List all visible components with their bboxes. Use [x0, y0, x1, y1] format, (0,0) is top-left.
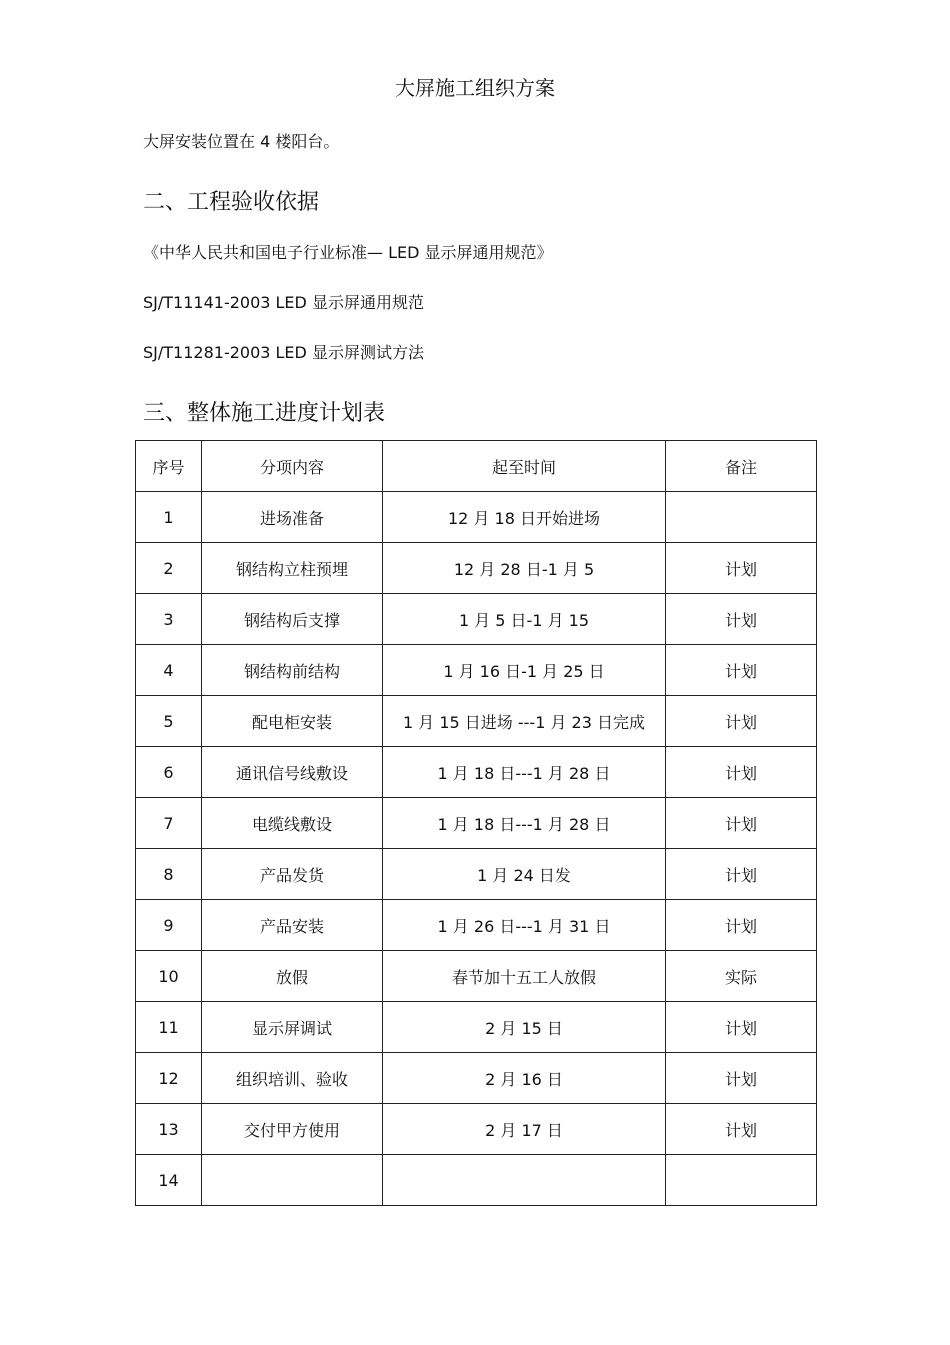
table-row	[136, 1155, 817, 1206]
cell-item: 钢结构后支撑	[202, 594, 383, 645]
cell-item: 组织培训、验收	[202, 1053, 383, 1104]
cell-remark: 计划	[666, 594, 817, 645]
cell-period: 2 月 17 日	[383, 1104, 666, 1155]
cell-remark: 计划	[666, 1002, 817, 1053]
cell-remark: 计划	[666, 747, 817, 798]
cell-remark: 计划	[666, 696, 817, 747]
cell-item: 钢结构前结构	[202, 645, 383, 696]
cell-index: 14	[136, 1155, 202, 1206]
document-title: 大屏施工组织方案	[395, 76, 555, 100]
cell-remark: 计划	[666, 798, 817, 849]
cell-period: 2 月 16 日	[383, 1053, 666, 1104]
cell-period: 1 月 18 日---1 月 28 日	[383, 747, 666, 798]
cell-index: 1	[136, 492, 202, 543]
table-row	[136, 900, 817, 951]
schedule-table	[135, 440, 817, 1206]
cell-period: 2 月 15 日	[383, 1002, 666, 1053]
cell-index: 10	[136, 951, 202, 1002]
cell-remark	[666, 492, 817, 543]
table-row	[136, 696, 817, 747]
table-row	[136, 1104, 817, 1155]
header-cell-item: 分项内容	[202, 441, 383, 492]
cell-remark: 计划	[666, 1104, 817, 1155]
cell-period: 1 月 26 日---1 月 31 日	[383, 900, 666, 951]
section-heading-schedule: 三、整体施工进度计划表	[143, 401, 386, 426]
cell-item: 产品安装	[202, 900, 383, 951]
header-cell-period: 起至时间	[383, 441, 666, 492]
cell-index: 6	[136, 747, 202, 798]
cell-period: 1 月 16 日-1 月 25 日	[383, 645, 666, 696]
table-row	[136, 849, 817, 900]
cell-item: 交付甲方使用	[202, 1104, 383, 1155]
cell-period: 春节加十五工人放假	[383, 951, 666, 1002]
table-row	[136, 594, 817, 645]
cell-index: 4	[136, 645, 202, 696]
cell-index: 12	[136, 1053, 202, 1104]
standard-item: 《中华人民共和国电子行业标准— LED 显示屏通用规范》	[143, 243, 553, 262]
cell-index: 5	[136, 696, 202, 747]
cell-remark: 实际	[666, 951, 817, 1002]
table-row	[136, 747, 817, 798]
cell-item: 进场准备	[202, 492, 383, 543]
cell-item: 通讯信号线敷设	[202, 747, 383, 798]
cell-period: 1 月 18 日---1 月 28 日	[383, 798, 666, 849]
cell-item: 钢结构立柱预埋	[202, 543, 383, 594]
cell-item	[202, 1155, 383, 1206]
cell-index: 9	[136, 900, 202, 951]
section-heading-acceptance-basis: 二、工程验收依据	[143, 190, 320, 215]
table-row	[136, 645, 817, 696]
header-cell-remark: 备注	[666, 441, 817, 492]
cell-remark: 计划	[666, 645, 817, 696]
cell-period: 1 月 24 日发	[383, 849, 666, 900]
cell-period: 1 月 5 日-1 月 15	[383, 594, 666, 645]
cell-index: 11	[136, 1002, 202, 1053]
cell-item: 显示屏调试	[202, 1002, 383, 1053]
cell-remark: 计划	[666, 849, 817, 900]
cell-index: 3	[136, 594, 202, 645]
cell-item: 放假	[202, 951, 383, 1002]
standard-item: SJ/T11141-2003 LED 显示屏通用规范	[143, 293, 424, 312]
cell-index: 13	[136, 1104, 202, 1155]
cell-index: 2	[136, 543, 202, 594]
cell-item: 产品发货	[202, 849, 383, 900]
cell-remark: 计划	[666, 543, 817, 594]
table-header-row	[136, 441, 817, 492]
cell-item: 电缆线敷设	[202, 798, 383, 849]
table-row	[136, 543, 817, 594]
header-cell-index: 序号	[136, 441, 202, 492]
cell-period: 12 月 18 日开始进场	[383, 492, 666, 543]
install-location-text: 大屏安装位置在 4 楼阳台。	[143, 132, 340, 151]
table-row	[136, 492, 817, 543]
cell-item: 配电柜安装	[202, 696, 383, 747]
cell-period: 12 月 28 日-1 月 5	[383, 543, 666, 594]
cell-remark	[666, 1155, 817, 1206]
table-row	[136, 1002, 817, 1053]
cell-period	[383, 1155, 666, 1206]
table-row	[136, 798, 817, 849]
cell-remark: 计划	[666, 1053, 817, 1104]
cell-period: 1 月 15 日进场 ---1 月 23 日完成	[383, 696, 666, 747]
cell-index: 8	[136, 849, 202, 900]
table-row	[136, 1053, 817, 1104]
standard-item: SJ/T11281-2003 LED 显示屏测试方法	[143, 343, 424, 362]
table-row	[136, 951, 817, 1002]
cell-remark: 计划	[666, 900, 817, 951]
cell-index: 7	[136, 798, 202, 849]
